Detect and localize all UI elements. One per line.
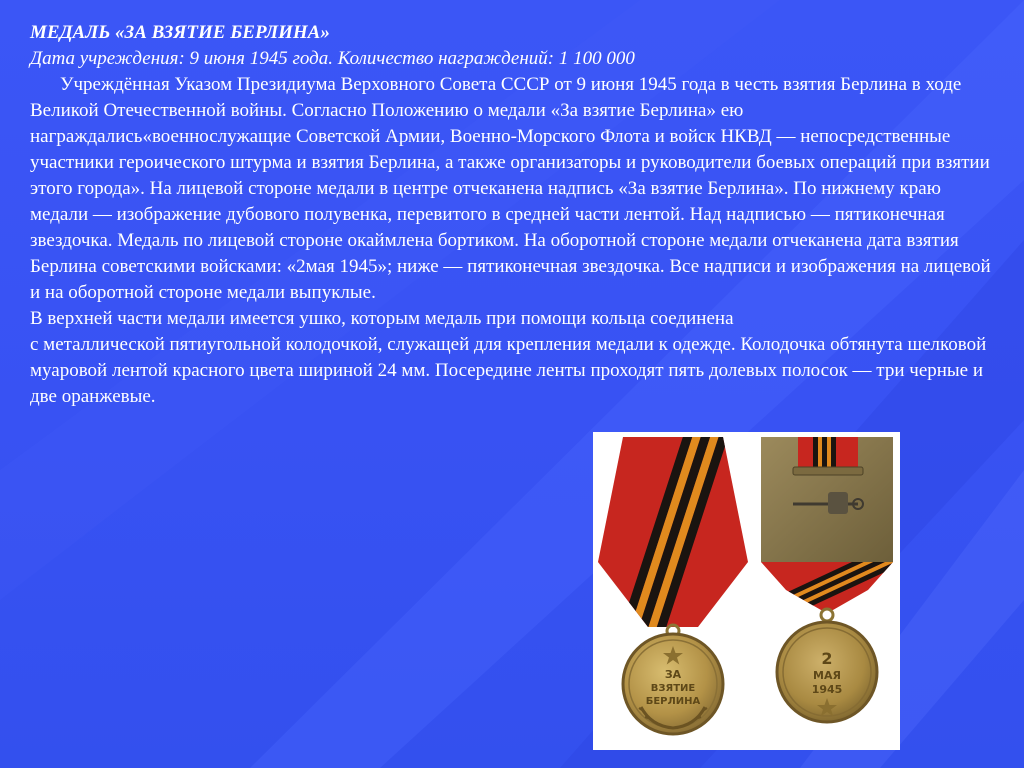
front-medal — [623, 634, 723, 734]
medal-photo — [593, 432, 900, 750]
text-content — [30, 20, 998, 410]
front-inscription-3: БЕРЛИНА — [645, 696, 701, 707]
back-inscription-2: МАЯ — [813, 669, 841, 682]
medal-illustration — [593, 432, 900, 750]
description-paragraph-end: с металлической пятиугольной колодочкой, служащей для крепления медали к одежде. Колодочка обтянута шелковой муаровой лентой красного цвета шириной 24 мм. Посередине ленты проходят пять долевых полосок — три черные и две оранжевые. — [30, 334, 987, 407]
back-medal — [777, 622, 877, 722]
back-suspension — [748, 437, 900, 632]
slide-title: МЕДАЛЬ «ЗА ВЗЯТИЕ БЕРЛИНА» — [30, 22, 330, 43]
back-inscription-3: 1945 — [811, 683, 843, 696]
slide-subtitle: Дата учреждения: 9 июня 1945 года. Количество награждений: 1 100 000 — [30, 48, 635, 69]
back-inscription-1: 2 — [821, 649, 833, 668]
description-line: В верхней части медали имеется ушко, которым медаль при помощи кольца соединена — [30, 308, 734, 329]
description-paragraph: Учреждённая Указом Президиума Верховного Совета СССР от 9 июня 1945 года в честь взятия Берлина в ходе Великой Отечественной войны. Согласно Положению о медали «За взятие Берлина» ею награждались«военнослужащие Советской Армии, Военно-Морского Флота и войск НКВД — непосредственные участники героического штурма и взятия Берлина, а также организаторы и руководители боевых операций при взятии этого города». На лицевой стороне медали в центре отчеканена надпись «За взятие Берлина». По нижнему краю медали — изображение дубового полувенка, перевитого в средней части лентой. Над надписью — пятиконечная звездочка. Медаль по лицевой стороне окаймлена бортиком. На оборотной стороне медали отчеканена дата взятия Берлина советскими войсками: «2мая 1945»; ниже — пятиконечная звездочка. Все надписи и изображения на лицевой и на оборотной стороне медали выпуклые. — [30, 74, 991, 303]
front-inscription-1: ЗА — [664, 668, 682, 681]
front-inscription-2: ВЗЯТИЕ — [650, 683, 696, 694]
